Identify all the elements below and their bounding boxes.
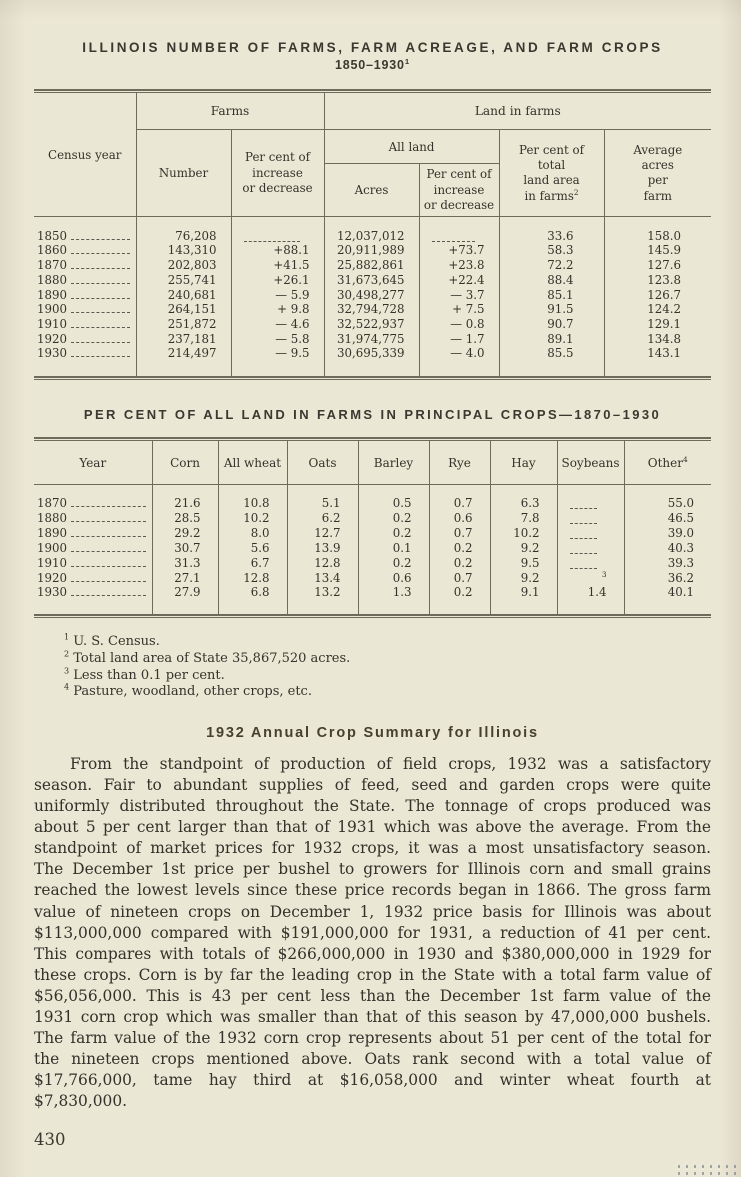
dot-leader — [71, 497, 145, 507]
footnote-text: Total land area of State 35,867,520 acres. — [73, 651, 351, 666]
value-cell: 129.1 — [647, 317, 682, 332]
col-header-land-change: Per cent of increase or decrease — [419, 164, 499, 217]
value-cell: 31.3 — [152, 556, 218, 571]
value-cell: 39.0 — [667, 525, 694, 540]
value-cell: 0.2 — [429, 541, 490, 556]
value-cell: 6.7 — [218, 556, 287, 571]
value-cell: +26.1 — [231, 273, 324, 288]
value-cell: 0.2 — [358, 556, 429, 571]
value-cell: +88.1 — [231, 243, 324, 258]
title-footnote-ref: 1 — [404, 56, 410, 66]
footnote-text: Less than 0.1 per cent. — [73, 667, 225, 683]
scan-corner-artifact — [678, 1161, 736, 1175]
empty-cell — [231, 217, 324, 244]
value-cell: 0.7 — [429, 526, 490, 541]
double-rule — [34, 614, 711, 618]
farms-table-row — [34, 303, 711, 318]
value-cell: 8.0 — [218, 526, 287, 541]
value-cell: 0.2 — [358, 526, 429, 541]
value-cell: 32,522,937 — [324, 317, 419, 332]
value-cell: 12.8 — [287, 556, 358, 571]
value-cell: 5.6 — [218, 541, 287, 556]
value-cell: 127.6 — [647, 258, 682, 273]
empty-cell — [557, 526, 624, 541]
crops-table-body — [34, 485, 711, 614]
value-cell: 31,673,645 — [324, 273, 419, 288]
value-cell: 85.1 — [499, 288, 604, 303]
dot-leader — [71, 572, 145, 582]
farms-table-row — [34, 273, 711, 288]
empty-cell — [557, 485, 624, 511]
value-cell: 251,872 — [136, 317, 231, 332]
value-cell: +23.8 — [419, 258, 499, 273]
dot-leader — [570, 558, 597, 569]
footnote-ref: 1 — [64, 633, 70, 643]
year-cell: 1880 — [34, 510, 152, 525]
value-cell: 9.2 — [490, 541, 557, 556]
value-cell: 214,497 — [136, 347, 231, 376]
pct-total-land-label: Per cent of total land area in farms — [519, 142, 584, 203]
dot-leader — [570, 543, 597, 554]
value-cell: 0.2 — [429, 586, 490, 614]
value-cell: 27.9 — [152, 586, 218, 614]
dot-leader — [570, 528, 597, 539]
value-cell: 31,974,775 — [324, 332, 419, 347]
value-cell: + 9.8 — [231, 303, 324, 318]
footnotes — [64, 634, 711, 701]
dot-leader — [71, 542, 145, 552]
footnote-text: Pasture, woodland, other crops, etc. — [73, 684, 312, 700]
crops-table-title: PER CENT OF ALL LAND IN FARMS IN PRINCIPAL CROPS—1870–1930 — [83, 406, 662, 422]
value-cell: 9.2 — [490, 571, 557, 586]
group-header-land-in-farms: Land in farms — [324, 93, 711, 130]
empty-cell — [557, 556, 624, 571]
value-cell: 0.2 — [358, 510, 429, 525]
footnote-text: U. S. Census. — [73, 634, 160, 650]
year-cell: 1930 — [34, 586, 152, 614]
value-cell: 36.2 — [667, 571, 694, 586]
empty-cell — [557, 541, 624, 556]
year-cell: 1860 — [34, 243, 136, 258]
value-cell: 29.2 — [152, 526, 218, 541]
farms-table-body — [34, 217, 711, 376]
dot-leader — [570, 498, 597, 509]
value-cell: 85.5 — [499, 347, 604, 376]
dot-leader — [71, 230, 129, 240]
col-header-rye: Rye — [429, 441, 490, 485]
double-rule — [34, 376, 711, 380]
dot-leader — [71, 244, 129, 254]
crops-table-row — [34, 485, 711, 511]
artifact-dots-row — [678, 1165, 736, 1168]
year-cell: 1870 — [34, 485, 152, 511]
value-cell: — 1.7 — [419, 332, 499, 347]
crops-table-row — [34, 586, 711, 614]
col-header-year: Year — [34, 441, 152, 485]
col-header-other — [624, 441, 711, 485]
farms-table-row — [34, 258, 711, 273]
subtitle-years: 1850–1930 — [335, 57, 405, 72]
value-cell: 90.7 — [499, 317, 604, 332]
crops-table-row — [34, 526, 711, 541]
value-cell: 10.8 — [218, 485, 287, 511]
farms-table — [34, 93, 711, 376]
col-header-number: Number — [136, 130, 231, 217]
value-cell: 30,498,277 — [324, 288, 419, 303]
group-header-all-land: All land — [324, 130, 499, 164]
value-cell: 91.5 — [499, 303, 604, 318]
value-cell: 145.9 — [647, 243, 682, 258]
value-cell: 0.7 — [429, 485, 490, 511]
col-header-acres: Acres — [324, 164, 419, 217]
value-cell: 40.1 — [667, 585, 694, 600]
value-cell: 25,882,861 — [324, 258, 419, 273]
dot-leader — [71, 586, 145, 596]
value-cell: 123.8 — [647, 272, 682, 287]
value-cell: 21.6 — [152, 485, 218, 511]
footnote-ref-4: 4 — [683, 454, 688, 464]
footnote-item — [64, 651, 711, 668]
dot-leader — [570, 513, 597, 524]
dot-leader — [71, 303, 129, 313]
year-cell: 1910 — [34, 556, 152, 571]
dot-leader — [71, 318, 129, 328]
value-cell: — 0.8 — [419, 317, 499, 332]
value-cell: 0.5 — [358, 485, 429, 511]
value-cell: 30,695,339 — [324, 347, 419, 376]
year-cell: 1920 — [34, 332, 136, 347]
value-cell: 264,151 — [136, 303, 231, 318]
year-cell: 1890 — [34, 526, 152, 541]
value-cell: 88.4 — [499, 273, 604, 288]
dot-leader — [432, 231, 475, 242]
value-cell: 9.5 — [490, 556, 557, 571]
value-cell: 27.1 — [152, 571, 218, 586]
crop-summary-paragraph: From the standpoint of production of field crops, 1932 was a satisfactory season. Fair to abundant supplies of feed, seed and garden crops were quite uniformly distributed throughout the State. The tonnage of crops produced was about 5 per cent larger than that of 1931 which was above the average. From the standpoint of market prices for 1932 crops, it was a most unsatisfactory season. The December 1st price per bushel to growers for Illinois corn and small grains reached the lowest levels since these price records began in 1866. The gross farm value of nineteen crops on December 1, 1932 price basis for Illinois was about $113,000,000 compared with $191,000,000 for 1931, a reduction of 41 per cent. This compares with totals of $266,000,000 in 1930 and $380,000,000 in 1929 for these crops. Corn is by far the leading crop in the State with a total farm value of $56,056,000. This is 43 per cent less than the December 1st farm value of the 1931 corn crop which was smaller than that of this season by 47,000,000 bushels. The farm value of the 1932 corn crop represents about 51 per cent of the total for the nineteen crops mentioned above. Oats rank second with a total value of $17,766,000, tame hay third at $16,058,000 and winter wheat fourth at $7,830,000. — [34, 754, 711, 1111]
footnote-ref: 2 — [64, 649, 70, 659]
footnote-item — [64, 634, 711, 651]
value-cell: 0.2 — [429, 556, 490, 571]
col-header-all-wheat: All wheat — [218, 441, 287, 485]
value-cell: — 5.8 — [231, 332, 324, 347]
value-cell: 30.7 — [152, 541, 218, 556]
value-cell: +22.4 — [419, 273, 499, 288]
crops-table-row — [34, 541, 711, 556]
crop-summary-heading: 1932 Annual Crop Summary for Illinois — [206, 724, 539, 741]
value-cell: 6.2 — [287, 510, 358, 525]
value-cell: — 5.9 — [231, 288, 324, 303]
value-cell: 12.8 — [218, 571, 287, 586]
value-cell: +73.7 — [419, 243, 499, 258]
dot-leader — [71, 274, 129, 284]
farms-table-row — [34, 217, 711, 244]
value-cell: 13.9 — [287, 541, 358, 556]
value-cell: 6.3 — [490, 485, 557, 511]
year-cell: 1850 — [34, 217, 136, 244]
group-header-farms: Farms — [136, 93, 324, 130]
value-cell: 10.2 — [218, 510, 287, 525]
dot-leader — [71, 512, 145, 522]
farms-table-row — [34, 288, 711, 303]
value-cell: 89.1 — [499, 332, 604, 347]
value-cell: 6.8 — [218, 586, 287, 614]
crops-table-row — [34, 571, 711, 586]
footnote-ref: 4 — [64, 682, 70, 692]
value-cell: 12,037,012 — [324, 217, 419, 244]
value-cell: +41.5 — [231, 258, 324, 273]
page-number: 430 — [34, 1130, 66, 1149]
value-cell: 134.8 — [647, 332, 682, 347]
value-cell: 143.1 — [647, 345, 682, 360]
footnote-item — [64, 668, 711, 685]
footnote-ref: 3 — [601, 570, 607, 580]
col-header-hay: Hay — [490, 441, 557, 485]
value-cell: 33.6 — [499, 217, 604, 244]
page-subtitle — [34, 58, 711, 72]
value-cell: — 9.5 — [231, 347, 324, 376]
farms-table-row — [34, 243, 711, 258]
page-title: ILLINOIS NUMBER OF FARMS, FARM ACREAGE, AND FARM CROPS — [82, 40, 663, 55]
dot-leader — [71, 347, 129, 357]
value-cell: 7.8 — [490, 510, 557, 525]
col-header-avg-acres: Average acres per farm — [633, 142, 683, 203]
year-cell: 1900 — [34, 303, 136, 318]
dot-leader — [71, 259, 129, 269]
value-cell: 55.0 — [667, 496, 694, 511]
footnote-ref-2: 2 — [573, 187, 579, 197]
farms-table-row — [34, 332, 711, 347]
value-cell: 13.4 — [287, 571, 358, 586]
footnote-item — [64, 684, 711, 701]
year-cell: 1920 — [34, 571, 152, 586]
value-cell: 1.4 — [557, 586, 624, 614]
value-cell: 124.2 — [647, 302, 682, 317]
value-cell: 12.7 — [287, 526, 358, 541]
value-cell: 9.1 — [490, 586, 557, 614]
year-cell: 1870 — [34, 258, 136, 273]
value-cell: 237,181 — [136, 332, 231, 347]
value-cell: 240,681 — [136, 288, 231, 303]
col-header-census-year: Census year — [34, 93, 136, 217]
value-cell: 0.7 — [429, 571, 490, 586]
value-cell: 1.3 — [358, 586, 429, 614]
dot-leader — [71, 289, 129, 299]
value-cell: 202,803 — [136, 258, 231, 273]
col-header-barley: Barley — [358, 441, 429, 485]
dot-leader — [244, 231, 300, 242]
col-header-farms-change: Per cent of increase or decrease — [231, 130, 324, 217]
value-cell: 255,741 — [136, 273, 231, 288]
value-cell: 0.1 — [358, 541, 429, 556]
dot-leader — [71, 527, 145, 537]
value-cell: 76,208 — [136, 217, 231, 244]
year-cell: 1910 — [34, 317, 136, 332]
value-cell — [557, 571, 624, 586]
farms-table-row — [34, 347, 711, 376]
value-cell: 13.2 — [287, 586, 358, 614]
farms-table-row — [34, 317, 711, 332]
value-cell: 0.6 — [358, 571, 429, 586]
value-cell: 40.3 — [667, 540, 694, 555]
col-header-oats: Oats — [287, 441, 358, 485]
value-cell: 28.5 — [152, 510, 218, 525]
year-cell: 1880 — [34, 273, 136, 288]
value-cell: 5.1 — [287, 485, 358, 511]
value-cell: — 3.7 — [419, 288, 499, 303]
empty-cell — [419, 217, 499, 244]
value-cell: 46.5 — [667, 510, 694, 525]
col-header-pct-total-land — [499, 130, 604, 217]
other-label: Other — [647, 455, 683, 470]
col-header-soybeans: Soybeans — [557, 441, 624, 485]
value-cell: 158.0 — [647, 229, 682, 244]
crops-table-row — [34, 556, 711, 571]
value-cell: 72.2 — [499, 258, 604, 273]
value-cell: 32,794,728 — [324, 303, 419, 318]
value-cell: 0.6 — [429, 510, 490, 525]
dot-leader — [71, 557, 145, 567]
footnote-ref: 3 — [64, 666, 70, 676]
artifact-dots-row — [678, 1172, 736, 1175]
empty-cell — [557, 510, 624, 525]
year-cell: 1930 — [34, 347, 136, 376]
col-header-corn: Corn — [152, 441, 218, 485]
value-cell: 58.3 — [499, 243, 604, 258]
value-cell: + 7.5 — [419, 303, 499, 318]
value-cell: 20,911,989 — [324, 243, 419, 258]
value-cell: 39.3 — [667, 556, 694, 571]
crops-table-row — [34, 510, 711, 525]
crops-table — [34, 441, 711, 614]
value-cell: 126.7 — [647, 287, 682, 302]
value-cell: 143,310 — [136, 243, 231, 258]
year-cell: 1900 — [34, 541, 152, 556]
value-cell: — 4.0 — [419, 347, 499, 376]
dot-leader — [71, 333, 129, 343]
year-cell: 1890 — [34, 288, 136, 303]
value-cell: 10.2 — [490, 526, 557, 541]
value-cell: — 4.6 — [231, 317, 324, 332]
